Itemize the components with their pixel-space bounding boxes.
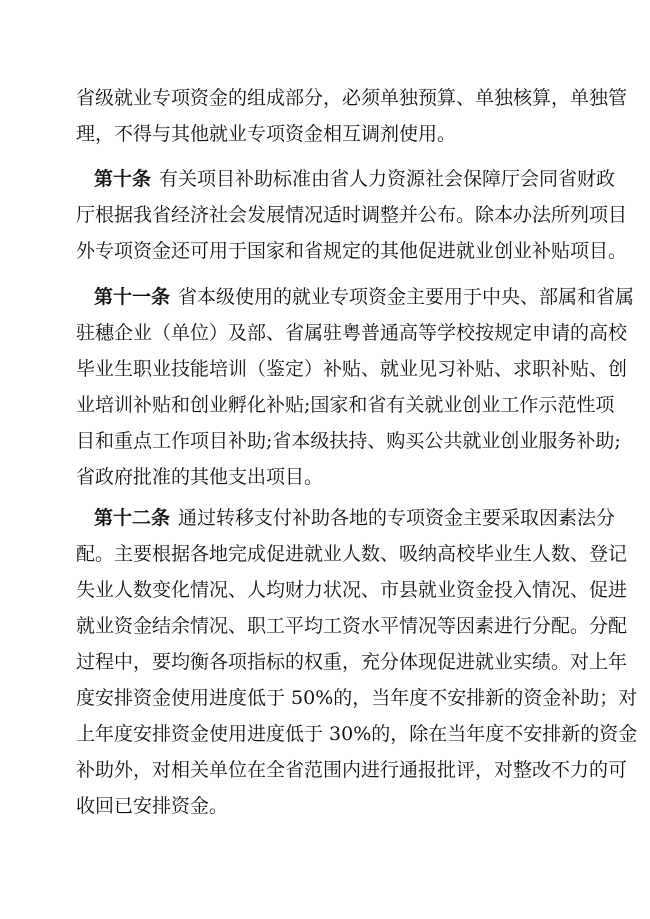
text-line: 失业人数变化情况、人均财力状况、市县就业资金投入情况、促进 — [76, 579, 628, 601]
text-line: 配。主要根据各地完成促进就业人数、吸纳高校毕业生人数、登记 — [76, 543, 628, 565]
text-line: 厅根据我省经济社会发展情况适时调整并公布。除本办法所列项目 — [76, 204, 628, 226]
article-11 — [76, 279, 635, 495]
text-line: 目和重点工作项目补助;省本级扶持、购买公共就业创业服务补助; — [76, 430, 621, 452]
text-line: 过程中，要均衡各项指标的权重，充分体现促进就业实绩。对上年 — [76, 651, 628, 673]
text-line — [76, 500, 616, 536]
text-line: 度安排资金使用进度低于 50%的，当年度不安排新的资金补助；对 — [76, 687, 638, 709]
article-12 — [76, 500, 638, 824]
article-heading: 第十二条 — [94, 507, 171, 529]
text-line — [76, 279, 635, 315]
article-10 — [76, 161, 628, 269]
text-line: 补助外，对相关单位在全省范围内进行通报批评，对整改不力的可 — [76, 759, 628, 781]
text-line — [76, 161, 616, 197]
text-line: 收回已安排资金。 — [76, 795, 229, 817]
text-line-body: 有关项目补助标准由省人力资源社会保障厅会同省财政 — [159, 168, 616, 190]
text-line: 理，不得与其他就业专项资金相互调剂使用。 — [76, 123, 457, 145]
article-heading: 第十条 — [94, 168, 152, 190]
text-line: 上年度安排资金使用进度低于 30%的，除在当年度不安排新的资金 — [76, 723, 638, 745]
text-line: 毕业生职业技能培训（鉴定）补贴、就业见习补贴、求职补贴、创 — [76, 358, 628, 380]
text-line: 业培训补贴和创业孵化补贴;国家和省有关就业创业工作示范性项 — [76, 394, 615, 416]
text-line-body: 通过转移支付补助各地的专项资金主要采取因素法分 — [178, 507, 616, 529]
text-line: 外专项资金还可用于国家和省规定的其他促进就业创业补贴项目。 — [76, 240, 628, 262]
paragraph-continuation — [76, 80, 628, 152]
text-line: 省政府批准的其他支出项目。 — [76, 466, 324, 488]
text-line: 驻穗企业（单位）及部、省属驻粤普通高等学校按规定申请的高校 — [76, 322, 628, 344]
text-line: 省级就业专项资金的组成部分，必须单独预算、单独核算，单独管 — [76, 87, 628, 109]
text-line: 就业资金结余情况、职工平均工资水平情况等因素进行分配。分配 — [76, 615, 628, 637]
article-heading: 第十一条 — [94, 286, 171, 308]
text-line-body: 省本级使用的就业专项资金主要用于中央、部属和省属 — [178, 286, 635, 308]
